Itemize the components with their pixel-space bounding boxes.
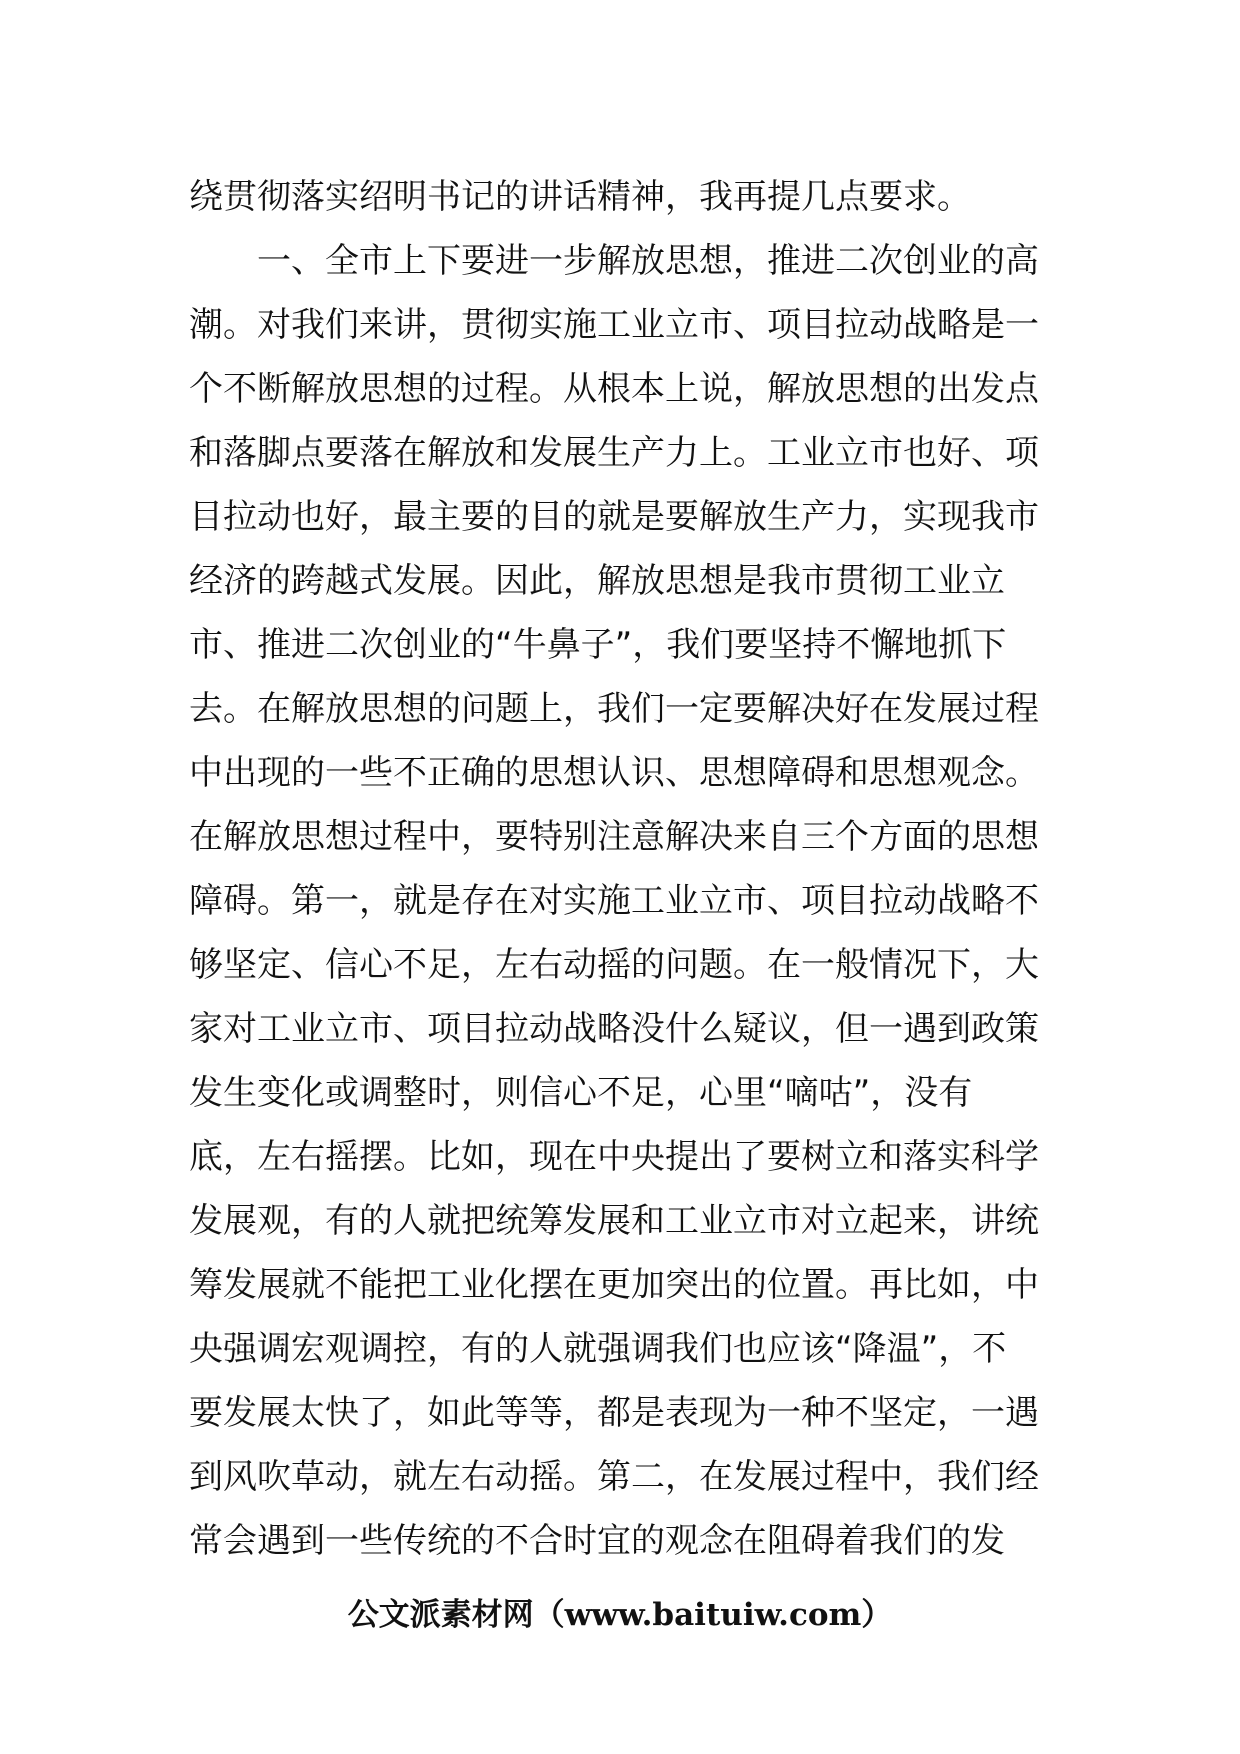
text-line: 障碍。第一，就是存在对实施工业立市、项目拉动战略不: [189, 881, 1039, 921]
document-body: [189, 165, 1059, 1573]
text-line: 目拉动也好，最主要的目的就是要解放生产力，实现我市: [189, 497, 1039, 537]
text-line: 一、全市上下要进一步解放思想，推进二次创业的高: [257, 241, 1039, 281]
text-line: 够坚定、信心不足，左右动摇的问题。在一般情况下，大: [189, 945, 1039, 985]
footer-source: 公文派素材网（www.baituiw.com）: [347, 1597, 893, 1633]
text-line: 发展观，有的人就把统筹发展和工业立市对立起来，讲统: [189, 1201, 1039, 1241]
text-line: 常会遇到一些传统的不合时宜的观念在阻碍着我们的发: [189, 1521, 1005, 1561]
text-line: 个不断解放思想的过程。从根本上说，解放思想的出发点: [189, 369, 1039, 409]
text-line: 底，左右摇摆。比如，现在中央提出了要树立和落实科学: [189, 1137, 1039, 1177]
text-line: 央强调宏观调控，有的人就强调我们也应该“降温”，不: [189, 1329, 1007, 1369]
text-line: 发生变化或调整时，则信心不足，心里“嘀咕”，没有: [189, 1073, 973, 1113]
text-line: 家对工业立市、项目拉动战略没什么疑议，但一遇到政策: [189, 1009, 1039, 1049]
text-line: 在解放思想过程中，要特别注意解决来自三个方面的思想: [189, 817, 1039, 857]
text-line: 经济的跨越式发展。因此，解放思想是我市贯彻工业立: [189, 561, 1005, 601]
text-line: 筹发展就不能把工业化摆在更加突出的位置。再比如，中: [189, 1265, 1039, 1305]
text-line: 到风吹草动，就左右动摇。第二，在发展过程中，我们经: [189, 1457, 1039, 1497]
text-line: 潮。对我们来讲，贯彻实施工业立市、项目拉动战略是一: [189, 305, 1039, 345]
text-line: 中出现的一些不正确的思想认识、思想障碍和思想观念。: [189, 753, 1039, 793]
text-line: 去。在解放思想的问题上，我们一定要解决好在发展过程: [189, 689, 1039, 729]
text-line: 绕贯彻落实绍明书记的讲话精神，我再提几点要求。: [189, 177, 971, 217]
text-line: 要发展太快了，如此等等，都是表现为一种不坚定，一遇: [189, 1393, 1039, 1433]
text-line: 市、推进二次创业的“牛鼻子”，我们要坚持不懈地抓下: [189, 625, 1007, 665]
text-line: 和落脚点要落在解放和发展生产力上。工业立市也好、项: [189, 433, 1039, 473]
